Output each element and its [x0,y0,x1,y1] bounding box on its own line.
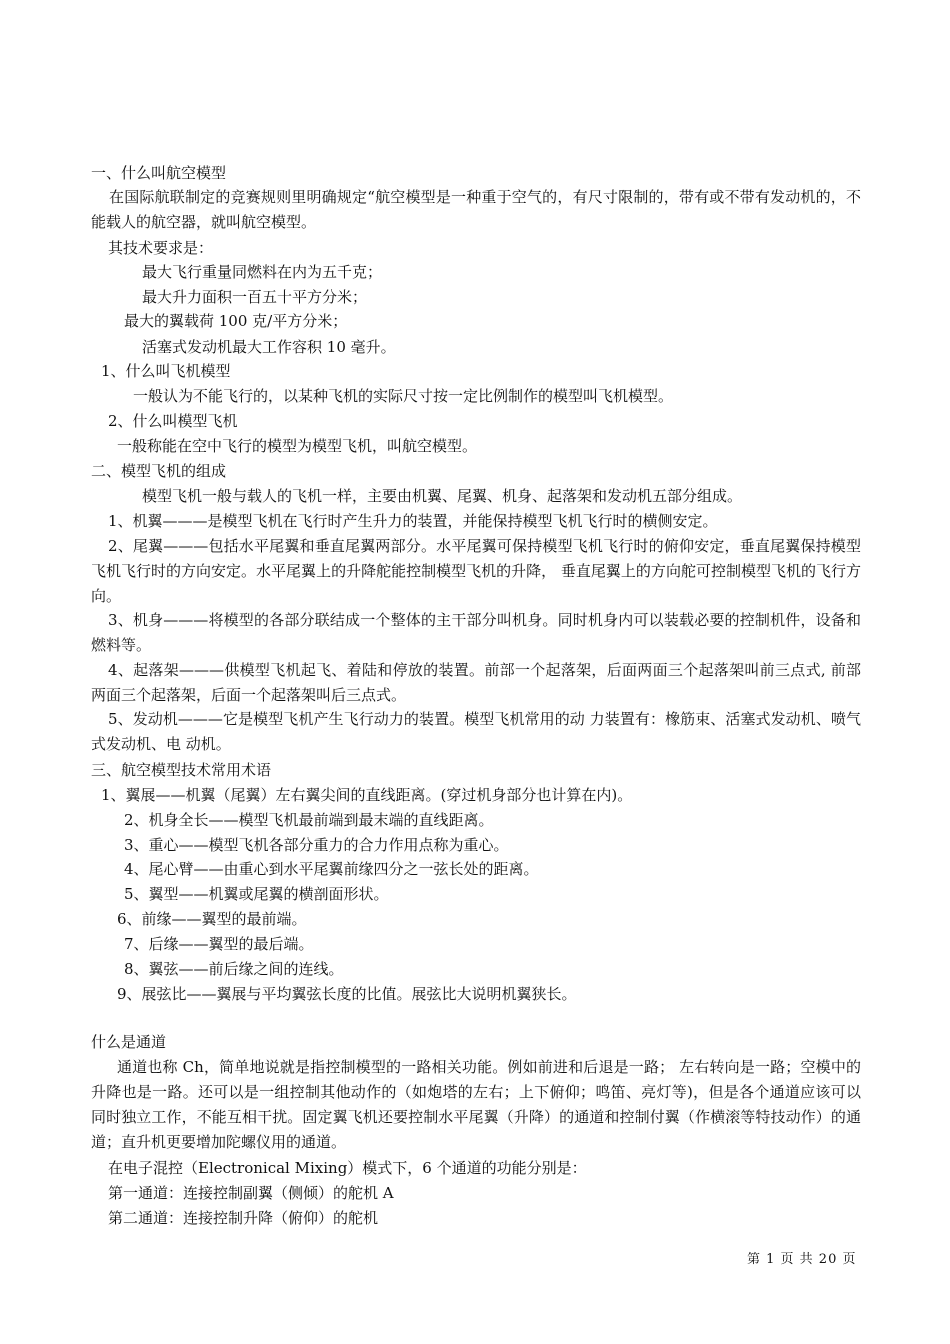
subsection-title: 1、什么叫飞机模型 [101,362,231,380]
requirements-title: 其技术要求是： [108,239,214,257]
component-item: 5、发动机———它是模型飞机产生飞行动力的装置。模型飞机常用的动 力装置有：橡筋束、活塞式发动机、喷气式发动机、电 动机。 [91,710,861,753]
requirement-item: 最大飞行重量同燃料在内为五千克； [142,263,383,281]
channel-item: 第二通道：连接控制升降（俯仰）的舵机 [108,1209,379,1227]
components-intro: 模型飞机一般与载人的飞机一样，主要由机翼、尾翼、机身、起落架和发动机五部分组成。 [142,487,743,505]
requirement-item: 活塞式发动机最大工作容积 10 毫升。 [142,338,396,356]
subsection-title: 2、什么叫模型飞机 [108,412,238,430]
mixing-mode-line: 在电子混控（Electronical Mixing）模式下，6 个通道的功能分别是： [108,1159,587,1177]
channel-item: 第一通道：连接控制副翼（侧倾）的舵机 A [108,1184,394,1202]
component-item: 2、尾翼———包括水平尾翼和垂直尾翼两部分。水平尾翼可保持模型飞机飞行时的俯仰安定，垂直尾翼保持模型飞机飞行时的方向安定。水平尾翼上的升降舵能控制模型飞机的升降， 垂直尾翼上的方向舵可控制模型飞机的飞行方向。 [91,537,861,605]
term-item: 4、尾心臂——由重心到水平尾翼前缘四分之一弦长处的距离。 [124,860,539,878]
term-item: 7、后缘——翼型的最后端。 [124,935,314,953]
term-item: 8、翼弦——前后缘之间的连线。 [124,960,344,978]
term-item: 3、重心——模型飞机各部分重力的合力作用点称为重心。 [124,836,509,854]
channel-paragraph: 通道也称 Ch，简单地说就是指控制模型的一路相关功能。例如前进和后退是一路； 左右转向是一路；空模中的升降也是一路。还可以是一组控制其他动作的（如炮塔的左右；上下俯仰；鸣笛、亮灯等)，但是各个通道应该可以同时独立工作，不能互相干扰。固定翼飞机还要控制水平尾翼（升降）的通道和控制付翼（作横滚等特技动作）的通道；直升机更要增加陀螺仪用的通道。 [91,1058,861,1151]
channel-section-title: 什么是通道 [91,1033,167,1051]
section-heading-2: 二、模型飞机的组成 [91,462,227,480]
component-item: 3、机身———将模型的各部分联结成一个整体的主干部分叫机身。同时机身内可以装载必要的控制机件，设备和燃料等。 [91,611,861,654]
component-item: 1、机翼———是模型飞机在飞行时产生升力的装置，并能保持模型飞机飞行时的横侧安定。 [108,512,718,530]
page-number: 第 1 页 共 20 页 [747,1252,857,1267]
term-item: 5、翼型——机翼或尾翼的横剖面形状。 [124,885,389,903]
component-item: 4、起落架———供模型飞机起飞、着陆和停放的装置。前部一个起落架，后面两面三个起落架叫前三点式, 前部两面三个起落架，后面一个起落架叫后三点式。 [91,661,861,704]
intro-paragraph: 在国际航联制定的竞赛规则里明确规定“航空模型是一种重于空气的，有尺寸限制的，带有或不带有发动机的，不能载人的航空器，就叫航空模型。 [91,188,861,231]
requirement-item: 最大的翼载荷 100 克/平方分米； [124,312,348,330]
section-heading-1: 一、什么叫航空模型 [91,164,227,182]
section-heading-3: 三、航空模型技术常用术语 [91,761,272,779]
term-item: 6、前缘——翼型的最前端。 [117,910,307,928]
term-item: 1、翼展——机翼（尾翼）左右翼尖间的直线距离。(穿过机身部分也计算在内)。 [101,786,633,804]
requirement-item: 最大升力面积一百五十平方分米； [142,288,368,306]
subsection-text: 一般认为不能飞行的，以某种飞机的实际尺寸按一定比例制作的模型叫飞机模型。 [133,387,674,405]
term-item: 2、机身全长——模型飞机最前端到最末端的直线距离。 [124,811,494,829]
subsection-text: 一般称能在空中飞行的模型为模型飞机，叫航空模型。 [117,437,478,455]
term-item: 9、展弦比——翼展与平均翼弦长度的比值。展弦比大说明机翼狭长。 [117,985,577,1003]
